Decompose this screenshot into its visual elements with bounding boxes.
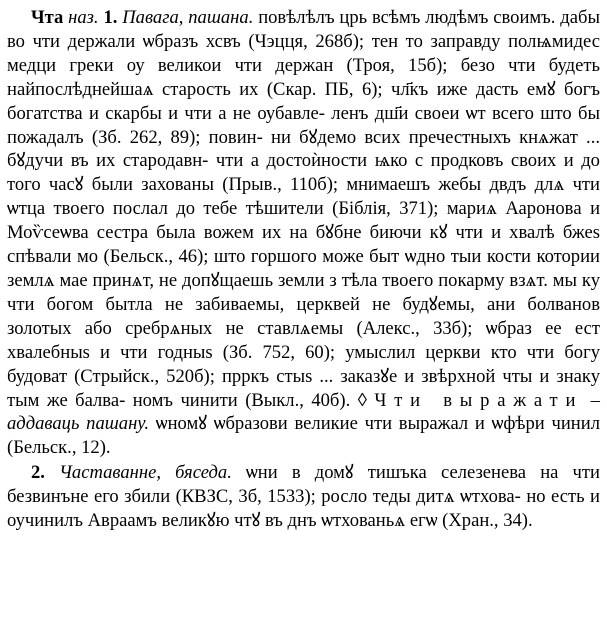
citation-text: (Зб. 752, 60); умыслил церкви кто чти богу будоват (Стрыйск., 520б);	[7, 341, 600, 387]
citation-text: безвинъне его збили (КВЗС, 3б, 1533); росло теды дитѧ ѡтхова-	[7, 486, 521, 508]
citation-text: чл҃къ иже дасть емꙋ богъ богатства и скарбы и чти а не оубавле-	[7, 78, 600, 124]
citation-text: прркъ стыs ... заказꙋе и звѣрхной чты и знаку тым же балва-	[7, 365, 600, 411]
citation-text: ни бꙋдемо всих пречестныхъ кнѧжат ... бꙋдучи въ их стародавн-	[7, 126, 600, 172]
idiom-gloss: аддаваць	[7, 413, 80, 435]
citation-text: безо чти будеть найпослѣднейшаѧ старость их (Скар. ПБ, 6);	[7, 54, 600, 100]
idiom-dash: –	[590, 389, 600, 411]
citation-text: своимъ. дабы во чти держали ѡбразъ хсвъ (Чэцця, 268б); тен то	[7, 7, 600, 52]
citation-text: ѡномꙋ ѡбразови великие чти выражал и ѡфѣри чинил	[155, 413, 600, 435]
citation-text: ставлѧемы (Алекс., 33б); ѡбраз ее ест хвалебныs и чти годныs	[7, 317, 601, 363]
headword: Чта	[31, 7, 64, 28]
sense-2-gloss: Частаванне, бяседа.	[59, 462, 232, 484]
citation-text: ѡни в домꙋ тишъка селезенева на чти	[246, 462, 600, 484]
sense-1-gloss: Павага, пашана.	[122, 7, 254, 28]
idiom-phrase: Чти выражати	[374, 389, 584, 411]
citation-text: но есть и оучинилъ Авраамъ великꙋю чтꙋ въ днъ ѡтхованьѧ	[7, 486, 600, 532]
idiom-marker: ◊	[357, 389, 367, 411]
sense-1-paragraph	[7, 6, 600, 460]
citation-text: твоего послал до тебе тѣшители (Біблія, 371); мариѧ Аароновa	[53, 198, 582, 220]
citation-text: твоего покарму взѧт. мы ку чти богом бытла не забиваемы,	[7, 269, 600, 315]
citation-text: захованы (Прыв., 110б); мнимаешъ жебы двдъ длѧ чти ѡтца	[7, 174, 600, 220]
citation-text: номъ чинити (Выкл., 40б).	[132, 389, 351, 411]
citation-text: бжеs спѣвали мо (Бельск., 46); што горшого може быт ѡдно тыи	[7, 222, 600, 268]
citation-text: ленъ дш҃и своеи ѡт всего што бы пожадалъ (Зб. 262, 89); повин-	[7, 102, 600, 148]
grammar-label: наз.	[68, 7, 99, 28]
sense-2-paragraph	[7, 461, 600, 533]
citation-text: повѣлѣлъ црь всѣмъ людѣмъ	[258, 7, 489, 28]
citation-text: заправду полѩмидес медци греки оу великои чти держан (Троя, 15б);	[7, 30, 601, 76]
citation-text: кости котории землѧ мае принѧт, не допꙋщаешь земли з тѣла	[7, 246, 600, 291]
citation-text: (Бельск., 12).	[7, 437, 111, 459]
citation-text: и Моѷсеѡва сестра была вожем их на бꙋбне биючи кꙋ чти и хвалѣ	[7, 198, 601, 244]
citation-text: церквей не будꙋемы, ани болванов золотых або сребрѧных не	[7, 293, 600, 339]
idiom-gloss: пашану.	[86, 413, 150, 435]
citation-text: чти а достоѝности ѩко с продковъ своих и до того часꙋ были	[7, 150, 600, 196]
citation-text: егѡ (Хран., 34).	[409, 510, 533, 532]
sense-2-number: 2.	[31, 462, 45, 484]
sense-1-number: 1.	[103, 7, 118, 28]
